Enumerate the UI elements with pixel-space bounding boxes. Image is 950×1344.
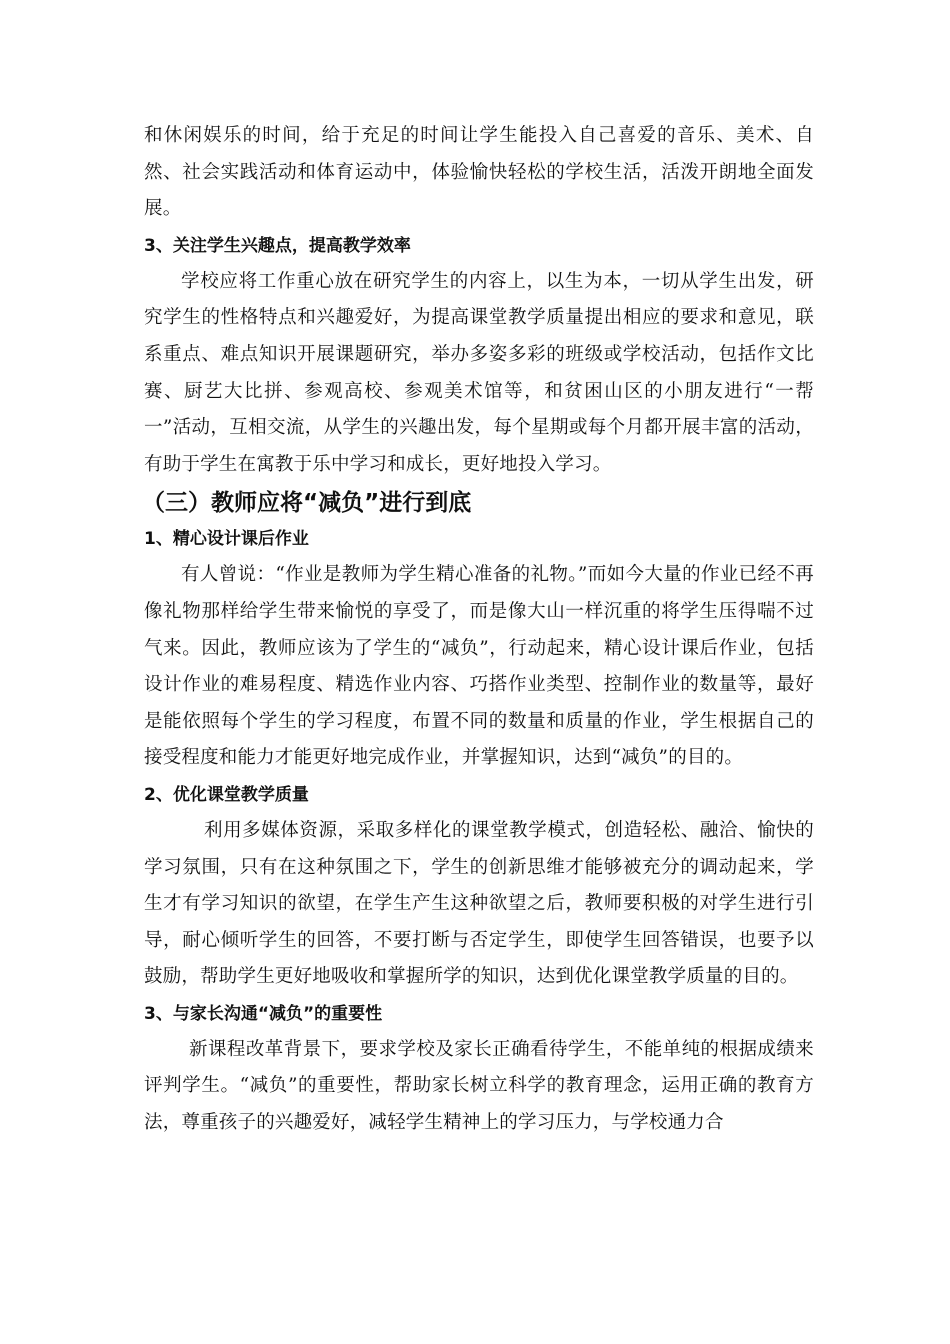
paragraph-parent-communication: 新课程改革背景下，要求学校及家长正确看待学生，不能单纯的根据成绩来评判学生。“减负”的重要性，帮助家长树立科学的教育理念，运用正确的教育方法，尊重孩子的兴趣爱好，减轻学生精神上的学习压力，与学校通力合 <box>144 1038 814 1134</box>
paragraph-classroom-quality: 利用多媒体资源，采取多样化的课堂教学模式，创造轻松、融洽、愉快的学习氛围，只有在这种氛围之下，学生的创新思维才能够被充分的调动起来，学生才有学习知识的欲望，在学生产生这种欲望之后，教师要积极的对学生进行引导，耐心倾听学生的回答，不要打断与否定学生，即使学生回答错误，也要予以鼓励，帮助学生更好地吸收和掌握所学的知识，达到优化课堂教学质量的目的。 <box>144 819 814 988</box>
subheading-student-interest: 3、关注学生兴趣点，提高教学效率 <box>144 235 411 256</box>
paragraph-homework-design: 有人曾说：“作业是教师为学生精心准备的礼物。”而如今大量的作业已经不再像礼物那样给学生带来愉悦的享受了，而是像大山一样沉重的将学生压得喘不过气来。因此，教师应该为了学生的“减负”，行动起来，精心设计课后作业，包括设计作业的难易程度、精选作业内容、巧搭作业类型、控制作业的数量等，最好是能依照每个学生的学习程度，布置不同的数量和质量的作业，学生根据自己的接受程度和能力才能更好地完成作业，并掌握知识，达到“减负”的目的。 <box>144 564 814 769</box>
paragraph-student-interest: 学校应将工作重心放在研究学生的内容上，以生为本，一切从学生出发，研究学生的性格特点和兴趣爱好，为提高课堂教学质量提出相应的要求和意见，联系重点、难点知识开展课题研究，举办多姿多彩的班级或学校活动，包括作文比赛、厨艺大比拼、参观高校、参观美术馆等，和贫困山区的小朋友进行“一帮一”活动，互相交流，从学生的兴趣出发，每个星期或每个月都开展丰富的活动，有助于学生在寓教于乐中学习和成长，更好地投入学习。 <box>144 270 814 475</box>
document-page <box>144 118 814 1142</box>
subheading-classroom-quality: 2、优化课堂教学质量 <box>144 784 309 805</box>
paragraph-leisure-time: 和休闲娱乐的时间，给于充足的时间让学生能投入自己喜爱的音乐、美术、自然、社会实践活动和体育运动中，体验愉快轻松的学校生活，活泼开朗地全面发展。 <box>144 125 814 220</box>
subheading-parent-communication: 3、与家长沟通“减负”的重要性 <box>144 1003 383 1024</box>
subheading-homework-design: 1、精心设计课后作业 <box>144 529 309 550</box>
section-heading-teacher-burden: （三）教师应将“减负”进行到底 <box>142 490 472 517</box>
